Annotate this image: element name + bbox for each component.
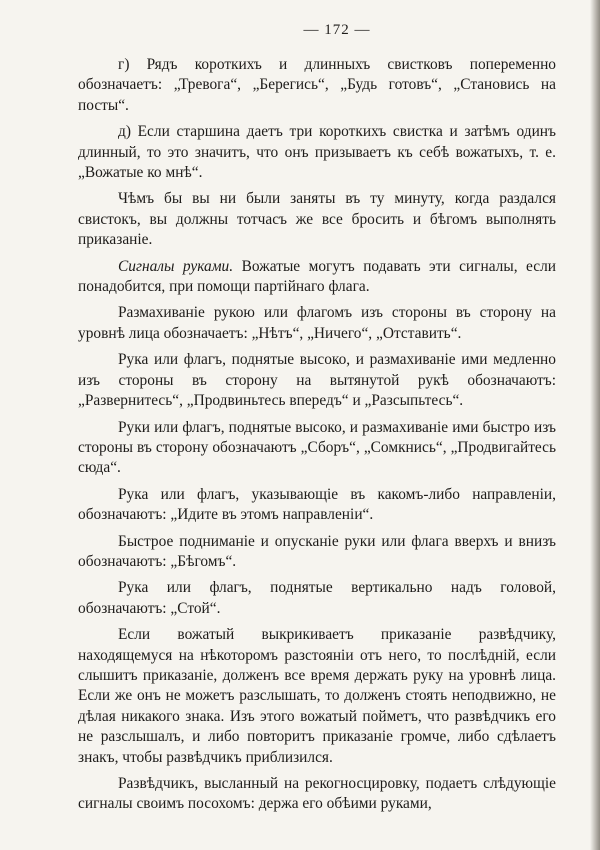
page-number: — 172 —	[303, 22, 371, 38]
paragraph-11	[78, 625, 556, 768]
paragraph-8	[78, 485, 556, 526]
paragraph-3	[78, 189, 556, 250]
page-edge-shadow	[590, 0, 600, 850]
paragraph-7	[78, 418, 556, 479]
paragraph-5	[78, 303, 556, 344]
paragraph-text: д) Если старшина даетъ три короткихъ свистка и затѣмъ одинъ длинный, то это значитъ, что онъ призываетъ къ себѣ вожатыхъ, т. е. „Вожатые ко мнѣ“.	[78, 123, 556, 182]
paragraph-12	[78, 774, 556, 815]
paragraph-text: Вожатые могутъ подавать эти сигналы, если понадобится, при помощи партійнаго флага.	[78, 257, 556, 296]
paragraph-text: Быстрое подниманіе и опусканіе руки или флага вверхъ и внизъ обозначаютъ: „Бѣгомъ“.	[78, 532, 556, 570]
paragraph-text: Если вожатый выкрикиваетъ приказаніе развѣдчику, находящемуся на нѣкоторомъ разстояніи отъ него, то послѣдній, если слышитъ приказаніе, долженъ все время держать руку на уровнѣ лица. Если же онъ не можетъ разслышать, то долженъ стоять неподвижно, не дѣлая никакого знака. Изъ этого вожатый пойметъ, что развѣдчикъ его не разслышалъ, и либо повторитъ приказаніе громче, либо сдѣлаетъ знакъ, чтобы развѣдчикъ приблизился.	[78, 626, 556, 766]
paragraph-4	[78, 257, 556, 298]
paragraph-text: г) Рядъ короткихъ и длинныхъ свистковъ попеременно обозначаетъ: „Тревога“, „Берегись“, „Будь готовъ“, „Становись на посты“.	[78, 56, 556, 114]
paragraph-1	[78, 55, 556, 116]
paragraph-2	[78, 122, 556, 183]
paragraph-text: Развѣдчикъ, высланный на рекогносцировку, подаетъ слѣдующіе сигналы своимъ посохомъ: держа его обѣими руками,	[78, 775, 556, 813]
paragraph-text: Размахиваніе рукою или флагомъ изъ стороны въ сторону на уровнѣ лица обозначаетъ: „Нѣтъ“, „Ничего“, „Отставить“.	[78, 304, 556, 342]
section-lead-italic: Сигналы руками.	[118, 257, 234, 275]
paragraph-text: Рука или флагъ, указывающіе въ какомъ-либо направленіи, обозначаютъ: „Идите въ этомъ направленіи“.	[78, 485, 556, 524]
paragraph-text: Чѣмъ бы вы ни были заняты въ ту минуту, когда раздался свистокъ, вы должны тотчасъ же все бросить и бѣгомъ выполнять приказаніе.	[78, 190, 556, 249]
paragraph-6	[78, 350, 556, 411]
paragraph-10	[78, 578, 556, 619]
paragraph-9	[78, 532, 556, 573]
paragraph-text: Рука или флагъ, поднятые высоко, и размахиваніе ими медленно изъ стороны въ сторону на вытянутой рукѣ обозначаютъ: „Развернитесь“, „Продвиньтесь впередъ“ и „Разсыпьтесь“.	[78, 351, 556, 410]
paragraph-text: Рука или флагъ, поднятые вертикально надъ головой, обозначаютъ: „Стой“.	[78, 579, 556, 617]
paragraph-text: Руки или флагъ, поднятые высоко, и размахиваніе ими быстро изъ стороны въ сторону обозначаютъ „Сборъ“, „Сомкнись“, „Продвигайтесь сюда“.	[78, 418, 556, 477]
